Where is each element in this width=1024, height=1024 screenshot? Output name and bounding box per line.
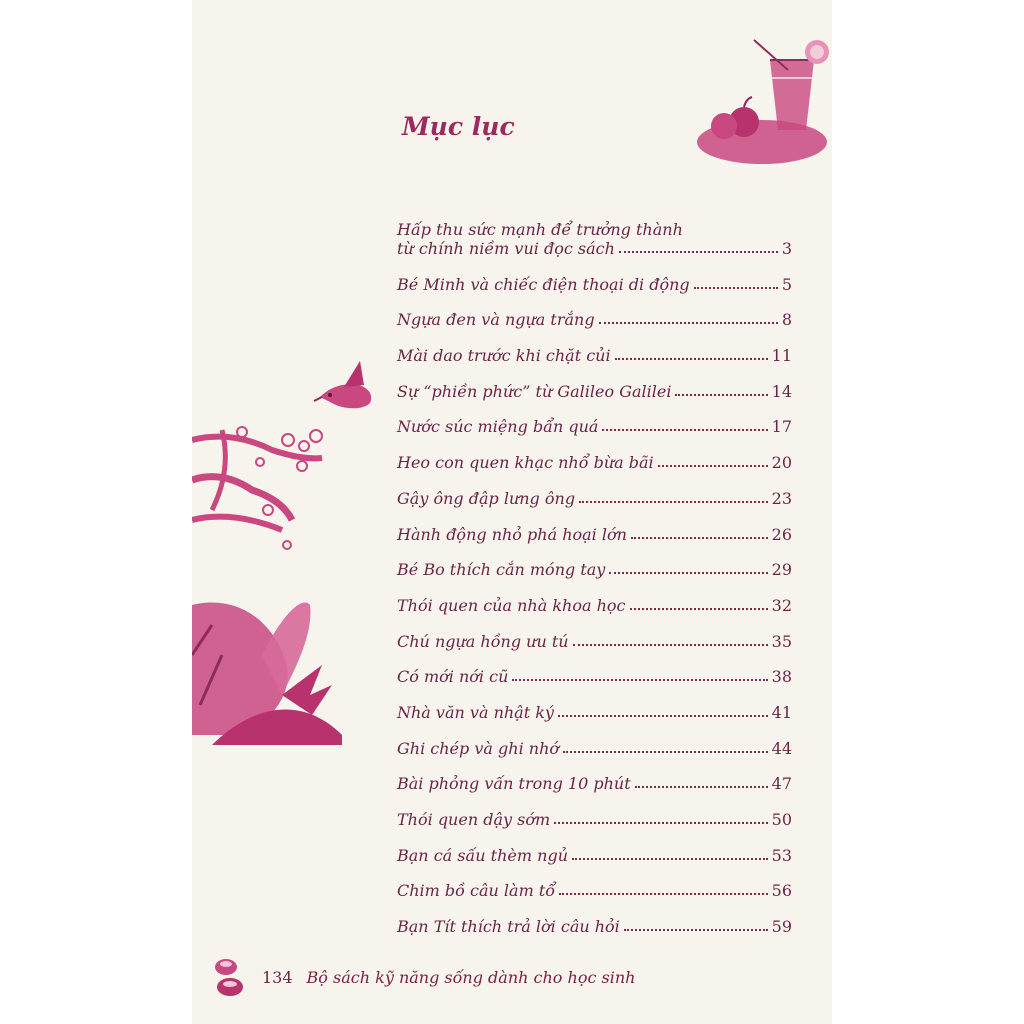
toc-entry-label: Hành động nhỏ phá hoại lớn xyxy=(397,524,627,544)
leader-dots xyxy=(559,892,768,895)
leader-dots xyxy=(619,250,778,253)
toc-entry[interactable] xyxy=(397,401,792,437)
toc-entry[interactable] xyxy=(397,508,792,544)
leader-dots xyxy=(694,286,778,289)
toc-entry-page: 14 xyxy=(771,381,792,401)
tree-branches-icon xyxy=(192,410,332,570)
toc-entry-page: 11 xyxy=(771,346,792,366)
toc-entry[interactable] xyxy=(397,294,792,330)
leader-dots xyxy=(558,714,768,717)
toc-entry-page: 44 xyxy=(771,738,792,758)
toc-entry[interactable] xyxy=(397,651,792,687)
toc-entry[interactable] xyxy=(397,722,792,758)
toc-entry[interactable] xyxy=(397,579,792,615)
leader-dots xyxy=(599,321,778,324)
toc-entry-label: Bạn Tít thích trả lời câu hỏi xyxy=(397,917,620,937)
leader-dots xyxy=(635,785,768,788)
toc-entry-label: Nước súc miệng bẩn quá xyxy=(397,417,599,437)
toc-entry-label: từ chính niềm vui đọc sách xyxy=(397,239,615,258)
toc-entry-label: Sự “phiền phức” từ Galileo Galilei xyxy=(397,381,672,401)
leader-dots xyxy=(554,821,768,824)
toc-entry[interactable] xyxy=(397,865,792,901)
toc-entry-page: 3 xyxy=(781,239,792,258)
toc-entry-page: 17 xyxy=(771,417,792,437)
toc-entry-label: Ngựa đen và ngựa trắng xyxy=(397,310,595,330)
toc-entry-page: 53 xyxy=(771,845,792,865)
toc-entry-label-line1: Hấp thu sức mạnh để trưởng thành xyxy=(397,220,683,239)
toc-entry-label: Bài phỏng vấn trong 10 phút xyxy=(397,774,631,794)
teacups-icon xyxy=(212,955,248,999)
toc-entry-page: 32 xyxy=(771,595,792,615)
page-title: Mục lục xyxy=(402,112,515,141)
toc-entry[interactable] xyxy=(397,793,792,829)
toc-entry[interactable] xyxy=(397,258,792,294)
leader-dots xyxy=(615,357,768,360)
toc-entry-page: 41 xyxy=(771,702,792,722)
bird-icon xyxy=(312,355,382,415)
toc-entry-label: Có mới nới cũ xyxy=(397,667,509,687)
table-of-contents xyxy=(397,200,792,936)
leader-dots xyxy=(579,500,768,503)
toc-entry-page: 26 xyxy=(771,524,792,544)
toc-entry-label: Heo con quen khạc nhổ bừa bãi xyxy=(397,453,654,473)
toc-entry[interactable] xyxy=(397,829,792,865)
toc-entry-label: Chim bồ câu làm tổ xyxy=(397,881,556,901)
leader-dots xyxy=(609,571,767,574)
leader-dots xyxy=(631,536,768,539)
page-number: 134 xyxy=(262,967,293,987)
toc-entry-page: 59 xyxy=(771,917,792,937)
toc-entry[interactable] xyxy=(397,686,792,722)
series-title: Bộ sách kỹ năng sống dành cho học sinh xyxy=(306,967,636,987)
toc-entry-page: 47 xyxy=(771,774,792,794)
toc-entry-label: Bé Minh và chiếc điện thoại di động xyxy=(397,274,690,294)
toc-entry[interactable] xyxy=(397,472,792,508)
toc-entry[interactable] xyxy=(397,615,792,651)
toc-entry[interactable] xyxy=(397,758,792,794)
leader-dots xyxy=(675,393,767,396)
leader-dots xyxy=(573,643,768,646)
toc-entry-label: Thói quen của nhà khoa học xyxy=(397,595,626,615)
leader-dots xyxy=(630,607,768,610)
leader-dots xyxy=(624,928,768,931)
book-page xyxy=(192,0,832,1024)
toc-entry-label: Chú ngựa hồng ưu tú xyxy=(397,631,569,651)
toc-entry-page: 23 xyxy=(771,488,792,508)
leader-dots xyxy=(512,678,767,681)
toc-entry[interactable] xyxy=(397,329,792,365)
toc-entry[interactable] xyxy=(397,200,792,258)
bush-icon xyxy=(192,595,352,755)
toc-entry-page: 50 xyxy=(771,810,792,829)
leader-dots xyxy=(658,464,768,467)
toc-entry[interactable] xyxy=(397,544,792,580)
juice-glass-icon xyxy=(692,30,832,170)
leader-dots xyxy=(563,750,768,753)
toc-entry-label: Bạn cá sấu thèm ngủ xyxy=(397,845,568,865)
toc-entry-label: Ghi chép và ghi nhớ xyxy=(397,738,560,758)
toc-entry-label: Thói quen dậy sớm xyxy=(397,810,551,829)
toc-entry-page: 8 xyxy=(781,310,792,330)
toc-entry-label: Gậy ông đập lưng ông xyxy=(397,488,576,508)
toc-entry-label: Nhà văn và nhật ký xyxy=(397,702,554,722)
toc-entry[interactable] xyxy=(397,900,792,936)
toc-entry-label: Mài dao trước khi chặt củi xyxy=(397,346,611,366)
toc-entry-label: Bé Bo thích cắn móng tay xyxy=(397,560,606,580)
toc-entry[interactable] xyxy=(397,365,792,401)
toc-entry-page: 35 xyxy=(771,631,792,651)
toc-entry[interactable] xyxy=(397,436,792,472)
toc-entry-page: 38 xyxy=(771,667,792,687)
toc-entry-page: 56 xyxy=(771,881,792,901)
leader-dots xyxy=(572,857,768,860)
leader-dots xyxy=(602,428,767,431)
page-footer xyxy=(212,955,635,999)
toc-entry-page: 29 xyxy=(771,560,792,580)
toc-entry-page: 5 xyxy=(781,274,792,294)
toc-entry-page: 20 xyxy=(771,453,792,473)
